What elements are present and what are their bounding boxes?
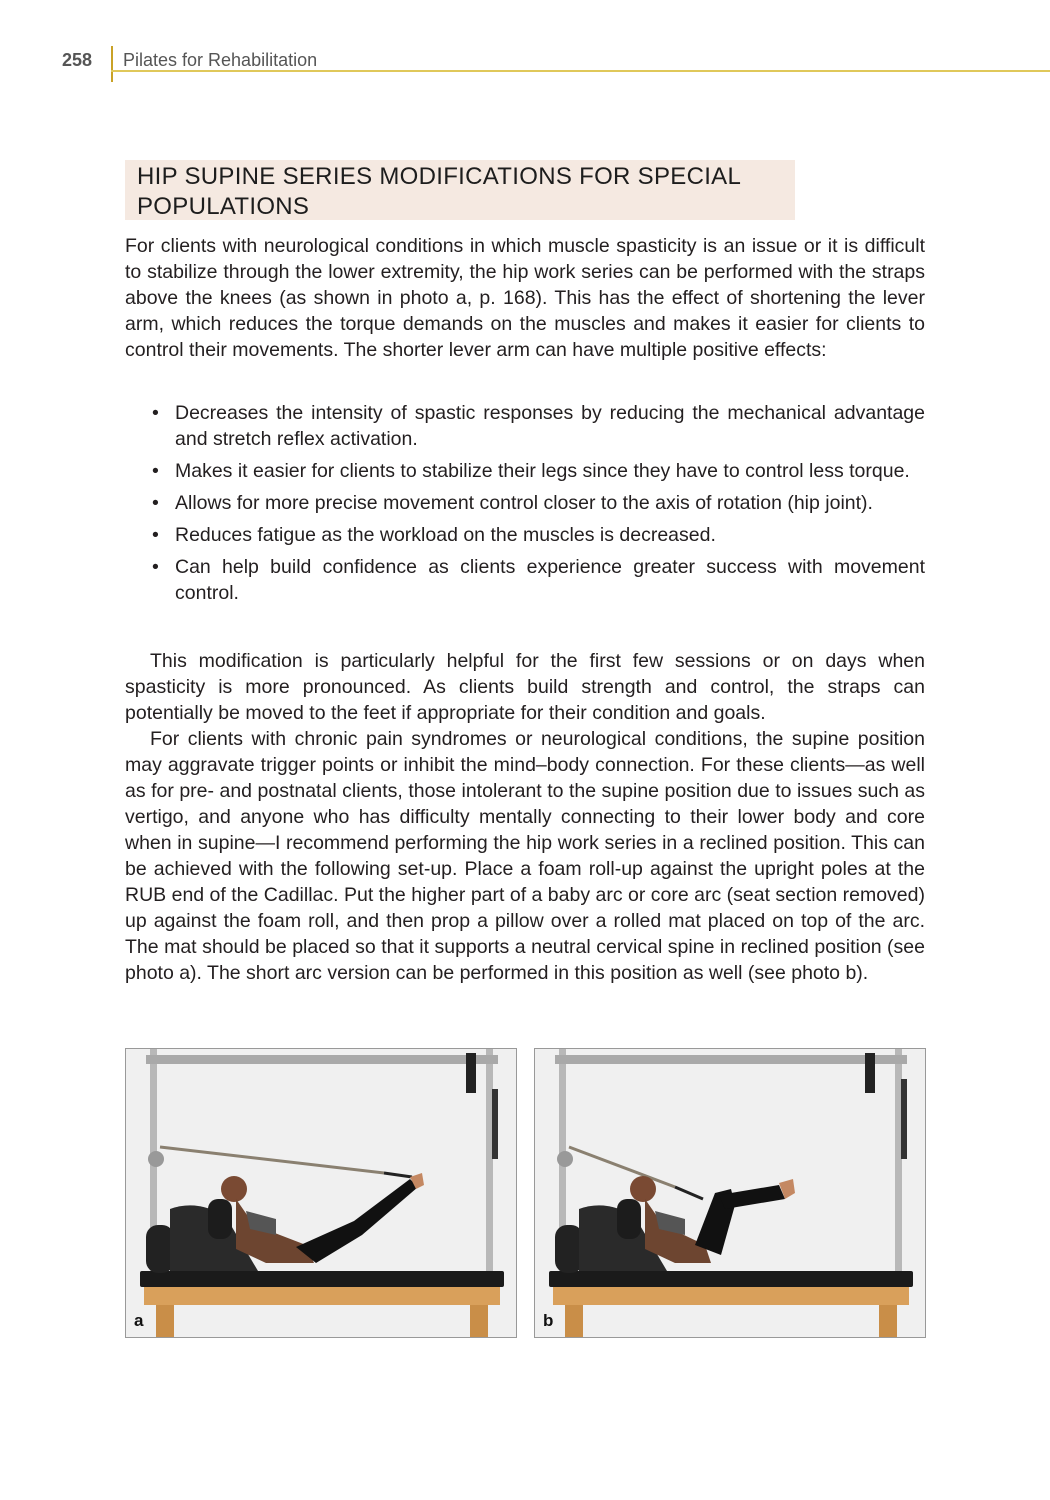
- cadillac-reclined-leg-extension-illustration: [126, 1049, 516, 1337]
- bullet-icon: •: [152, 492, 159, 514]
- effects-list: [150, 400, 925, 612]
- paragraph-3: For clients with chronic pain syndromes or neurological conditions, the supine position may aggravate trigger points or inhibit the mind–body connection. For these clients—as well as for pre- and postnatal clients, those intolerant to the supine position due to issues such as vertigo, and anyone who has difficulty mentally connecting to their lower body and core when in supine—I recommend performing the hip work series in a reclined position. This can be achieved with the following set-up. Place a foam roll-up against the upright poles at the RUB end of the Cadillac. Put the higher part of a baby arc or core arc (seat section removed) up against the foam roll, and then prop a pillow over a rolled mat placed on top of the arc. The mat should be placed so that it supports a neutral cervical spine in reclined position (see photo a). The short arc version can be performed in this position as well (see photo b).: [125, 728, 925, 984]
- book-title: Pilates for Rehabilitation: [123, 50, 318, 70]
- list-item-text: Can help build confidence as clients experience greater success with movement control.: [175, 556, 925, 604]
- section-heading: HIP SUPINE SERIES MODIFICATIONS FOR SPECIAL POPULATIONS: [125, 160, 795, 220]
- header-divider: [111, 46, 113, 82]
- list-item: [150, 490, 925, 516]
- cadillac-reclined-short-arc-illustration: [535, 1049, 925, 1337]
- list-item: [150, 400, 925, 452]
- list-item-text: Makes it easier for clients to stabilize their legs since they have to control less torque.: [175, 460, 910, 482]
- figure-label-b: b: [543, 1311, 554, 1330]
- photo-b: [534, 1048, 926, 1338]
- figure-label-a: a: [134, 1311, 144, 1330]
- list-item: [150, 458, 925, 484]
- bullet-icon: •: [152, 402, 159, 424]
- paragraph-1: For clients with neurological conditions in which muscle spasticity is an issue or it is difficult to stabilize through the lower extremity, the hip work series can be performed with the straps above the knees (as shown in photo a, p. 168). This has the effect of shortening the lever arm, which reduces the torque demands on the muscles and makes it easier for clients to control their movements. The shorter lever arm can have multiple positive effects:: [125, 235, 925, 361]
- paragraph-2: This modification is particularly helpful for the first few sessions or on days when spasticity is more pronounced. As clients build strength and control, the straps can potentially be moved to the feet if appropriate for their condition and goals.: [125, 650, 925, 724]
- bullet-icon: •: [152, 524, 159, 546]
- bullet-icon: •: [152, 556, 159, 578]
- list-item-text: Decreases the intensity of spastic responses by reducing the mechanical advantage and stretch reflex activation.: [175, 402, 925, 450]
- list-item-text: Reduces fatigue as the workload on the muscles is decreased.: [175, 524, 716, 546]
- list-item: [150, 554, 925, 606]
- running-header: [62, 46, 1050, 80]
- list-item: [150, 522, 925, 548]
- page-number: 258: [62, 50, 93, 70]
- photo-a: [125, 1048, 517, 1338]
- bullet-icon: •: [152, 460, 159, 482]
- list-item-text: Allows for more precise movement control closer to the axis of rotation (hip joint).: [175, 492, 873, 514]
